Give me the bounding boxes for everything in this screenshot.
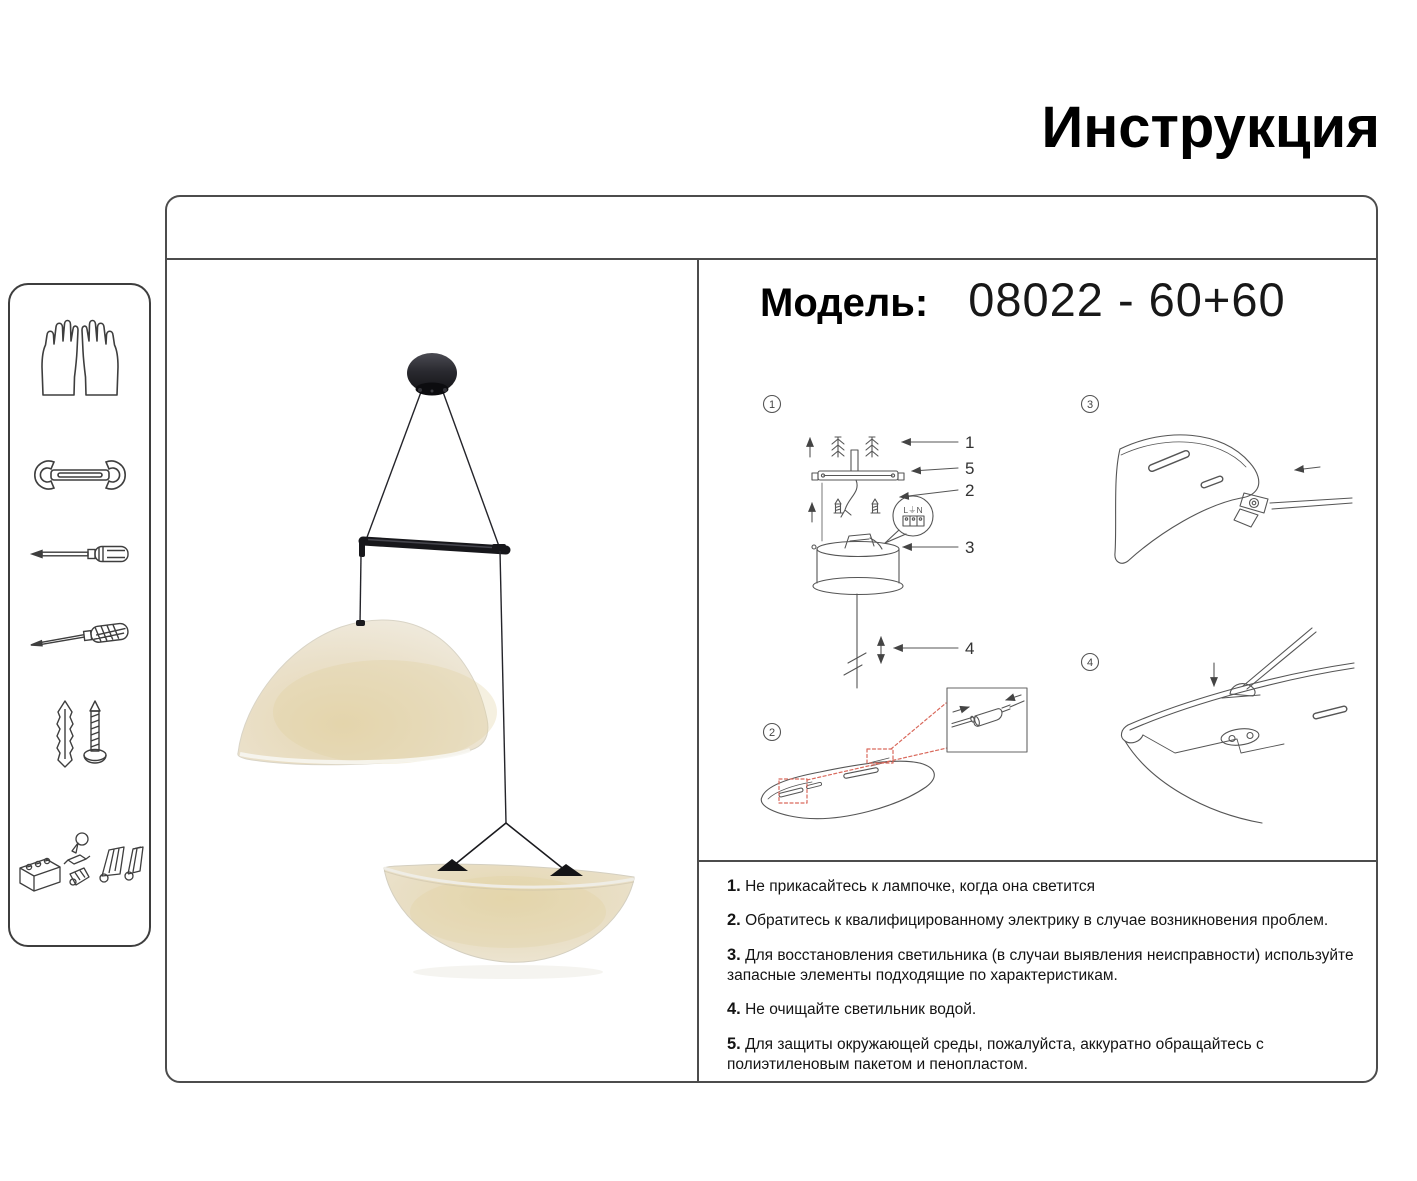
model-label: Модель: (760, 281, 929, 325)
mounting-bracket (812, 450, 904, 541)
svg-text:3: 3 (1086, 399, 1094, 411)
svg-text:4: 4 (965, 639, 975, 658)
assembly-diagrams (700, 372, 1380, 862)
note-item (727, 999, 1377, 1020)
svg-text:2: 2 (965, 481, 975, 500)
phillips-screwdriver-icon (26, 615, 134, 655)
header-divider (167, 258, 1376, 260)
pendant-lamp-photo (180, 330, 700, 1070)
lower-shade (384, 823, 634, 979)
note-item (727, 945, 1377, 987)
note-text: Для восстановления светильника (в случаи выявления неисправности) используйте запасные элементы подходящие по характеристикам. (727, 946, 1354, 985)
step2-badge (764, 724, 781, 741)
wall-anchor-and-screw-icon (49, 697, 111, 777)
tools-panel (8, 283, 151, 947)
svg-text:1: 1 (965, 433, 975, 452)
note-number: 3. (727, 945, 741, 964)
suspension-cable-drawing (844, 594, 881, 688)
step1-badge (764, 396, 781, 413)
coupler-inset (947, 688, 1027, 752)
step1-callout-numbers (965, 433, 974, 658)
model-value: 08022 - 60+60 (968, 273, 1286, 326)
note-text: Обратитесь к квалифицированному электрику в случае возникновения проблем. (745, 912, 1329, 930)
page-title: Инструкция (1041, 95, 1380, 160)
gloves-icon (37, 317, 123, 399)
note-number: 4. (727, 1000, 741, 1019)
detail-callout-lines (779, 703, 947, 803)
svg-text:3: 3 (965, 538, 975, 557)
tool-item (10, 615, 149, 655)
note-item (727, 910, 1377, 931)
svg-text:1: 1 (768, 399, 776, 411)
wall-anchor-icon (832, 437, 844, 457)
tool-item (10, 541, 149, 567)
wrench-icon (28, 451, 132, 499)
tool-item (10, 451, 149, 499)
note-text: Для защиты окружающей среды, пожалуйста, аккуратно обращайтесь с полиэтиленовым пакетом и пенопластом. (727, 1035, 1264, 1074)
tool-item (10, 317, 149, 399)
note-item (727, 876, 1377, 897)
svg-text:L⏚N: L⏚N (903, 505, 923, 515)
safety-notes (727, 876, 1377, 1088)
screw-icon (834, 499, 843, 513)
step2-diagram (761, 688, 1027, 819)
svg-text:5: 5 (965, 459, 975, 478)
canopy-drawing (812, 534, 903, 595)
terminal-callout-bubble (885, 496, 933, 543)
step4-badge (1082, 654, 1099, 671)
note-text: Не прикасайтесь к лампочке, когда она светится (745, 878, 1096, 895)
flat-screwdriver-icon (28, 541, 132, 567)
svg-text:2: 2 (768, 727, 776, 739)
tool-item (10, 830, 149, 908)
wire-connectors-icon (16, 830, 144, 908)
upper-shade (238, 620, 497, 765)
tool-item (10, 697, 149, 777)
model-row (760, 272, 1286, 327)
wall-anchor-icon (866, 437, 878, 457)
step1-diagram (810, 433, 974, 688)
svg-text:4: 4 (1086, 657, 1094, 669)
note-number: 1. (727, 877, 741, 895)
step4-diagram (1121, 628, 1354, 823)
note-number: 5. (727, 1034, 741, 1053)
note-item (727, 1034, 1377, 1076)
step3-badge (1082, 396, 1099, 413)
note-number: 2. (727, 911, 741, 930)
screw-icon (871, 499, 880, 513)
step3-diagram (1115, 435, 1352, 563)
note-text: Не очищайте светильник водой. (745, 1001, 977, 1019)
